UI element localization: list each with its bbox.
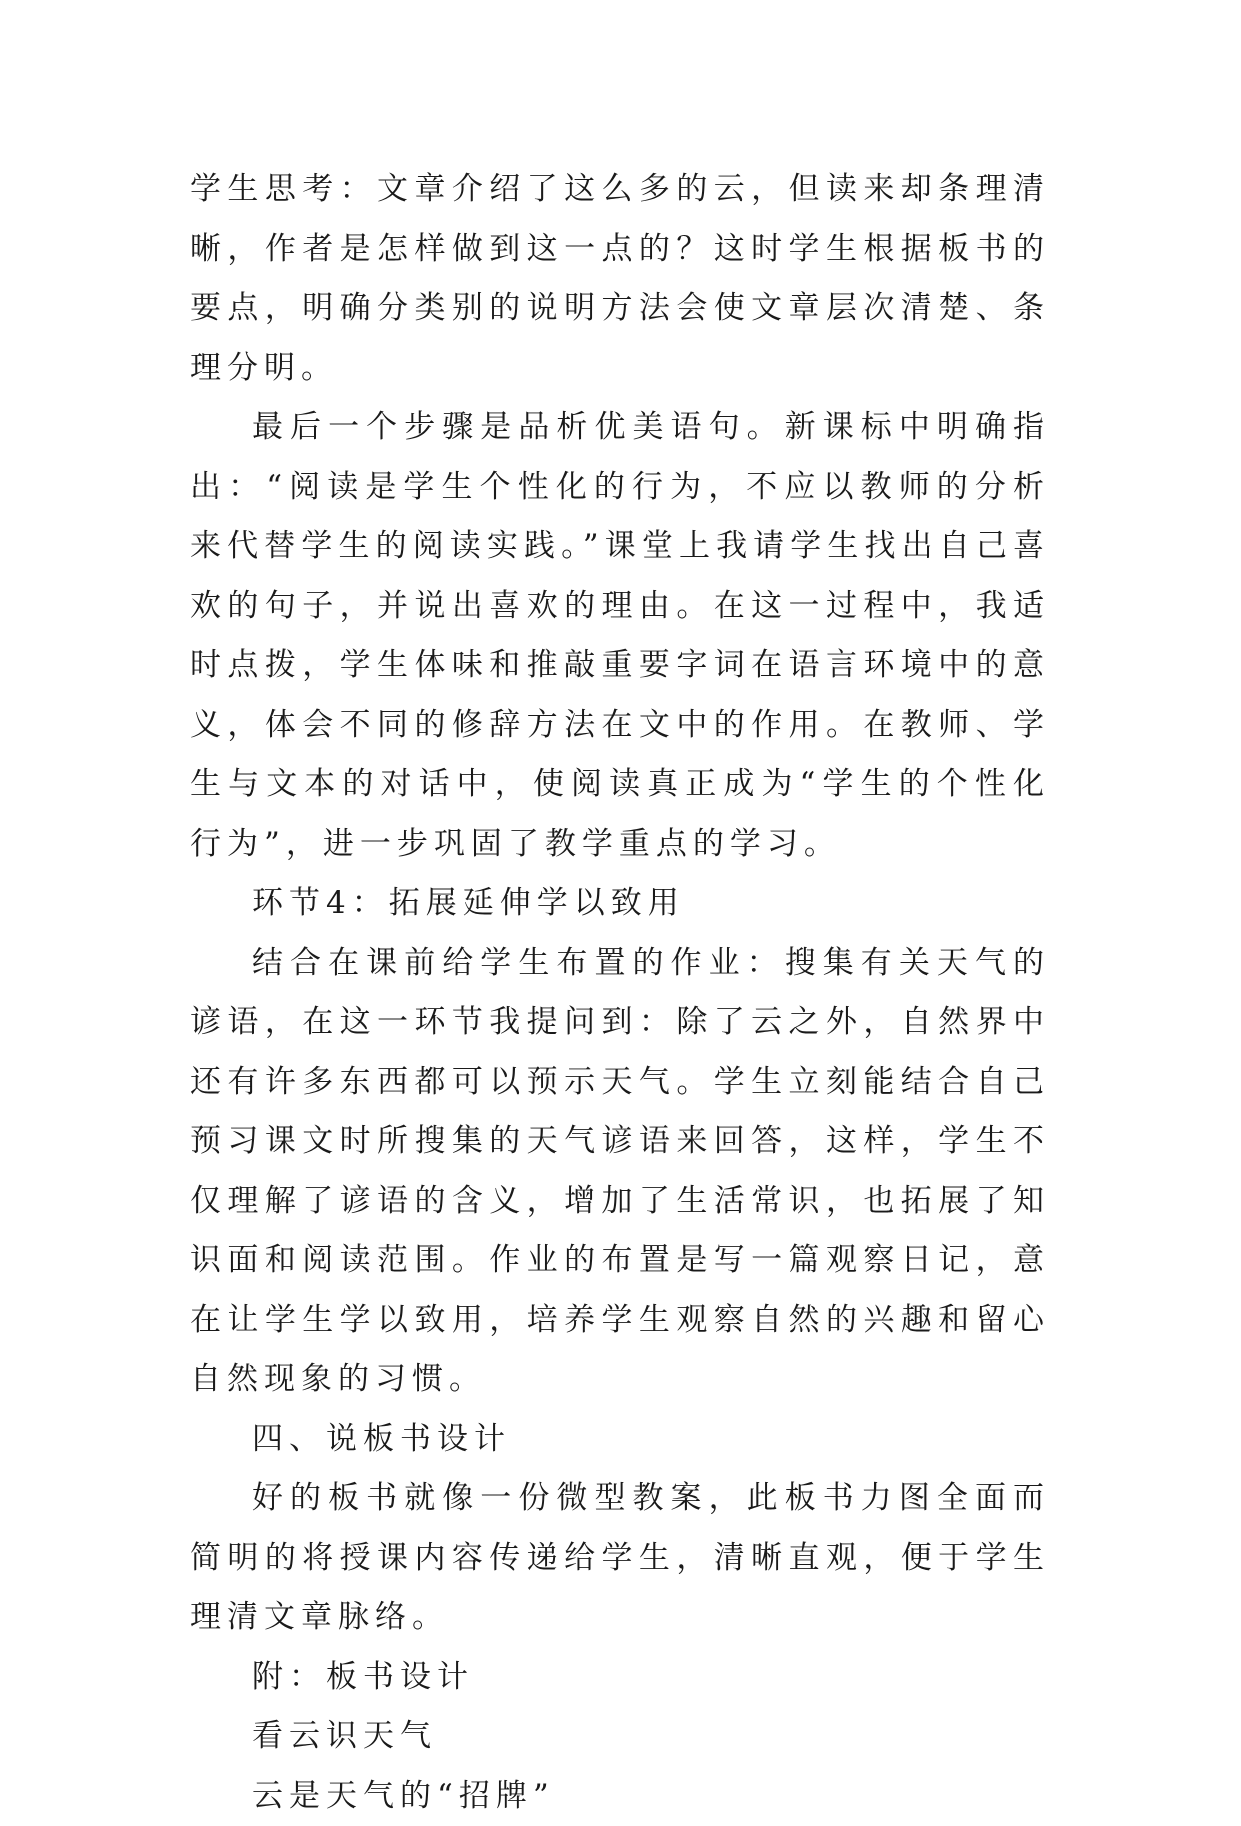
paragraph-student-thinking: 学生思考：文章介绍了这么多的云，但读来却条理清晰，作者是怎样做到这一点的？这时学生根据板书的要点，明确分类别的说明方法会使文章层次清楚、条理分明。 <box>190 160 1050 398</box>
board-title: 看云识天气 <box>190 1707 1050 1767</box>
document-body <box>190 160 1050 1826</box>
paragraph-homework-extension: 结合在课前给学生布置的作业：搜集有关天气的谚语，在这一环节我提问到：除了云之外，自然界中还有许多东西都可以预示天气。学生立刻能结合自己预习课文时所搜集的天气谚语来回答，这样，学生不仅理解了谚语的含义，增加了生活常识，也拓展了知识面和阅读范围。作业的布置是写一篇观察日记，意在让学生学以致用，培养学生观察自然的兴趣和留心自然现象的习惯。 <box>190 934 1050 1410</box>
label-appendix-board-design: 附：板书设计 <box>190 1648 1050 1708</box>
board-subtitle: 云是天气的“招牌” <box>190 1767 1050 1826</box>
paragraph-appreciate-sentences: 最后一个步骤是品析优美语句。新课标中明确指出：“阅读是学生个性化的行为，不应以教师的分析来代替学生的阅读实践。”课堂上我请学生找出自己喜欢的句子，并说出喜欢的理由。在这一过程中，我适时点拨，学生体味和推敲重要字词在语言环境中的意义，体会不同的修辞方法在文中的作用。在教师、学生与文本的对话中，使阅读真正成为“学生的个性化行为”，进一步巩固了教学重点的学习。 <box>190 398 1050 874</box>
section-heading-step-4: 环节4：拓展延伸学以致用 <box>190 874 1050 934</box>
paragraph-board-design-purpose: 好的板书就像一份微型教案，此板书力图全面而简明的将授课内容传递给学生，清晰直观，便于学生理清文章脉络。 <box>190 1469 1050 1648</box>
section-heading-board-design: 四、说板书设计 <box>190 1410 1050 1470</box>
